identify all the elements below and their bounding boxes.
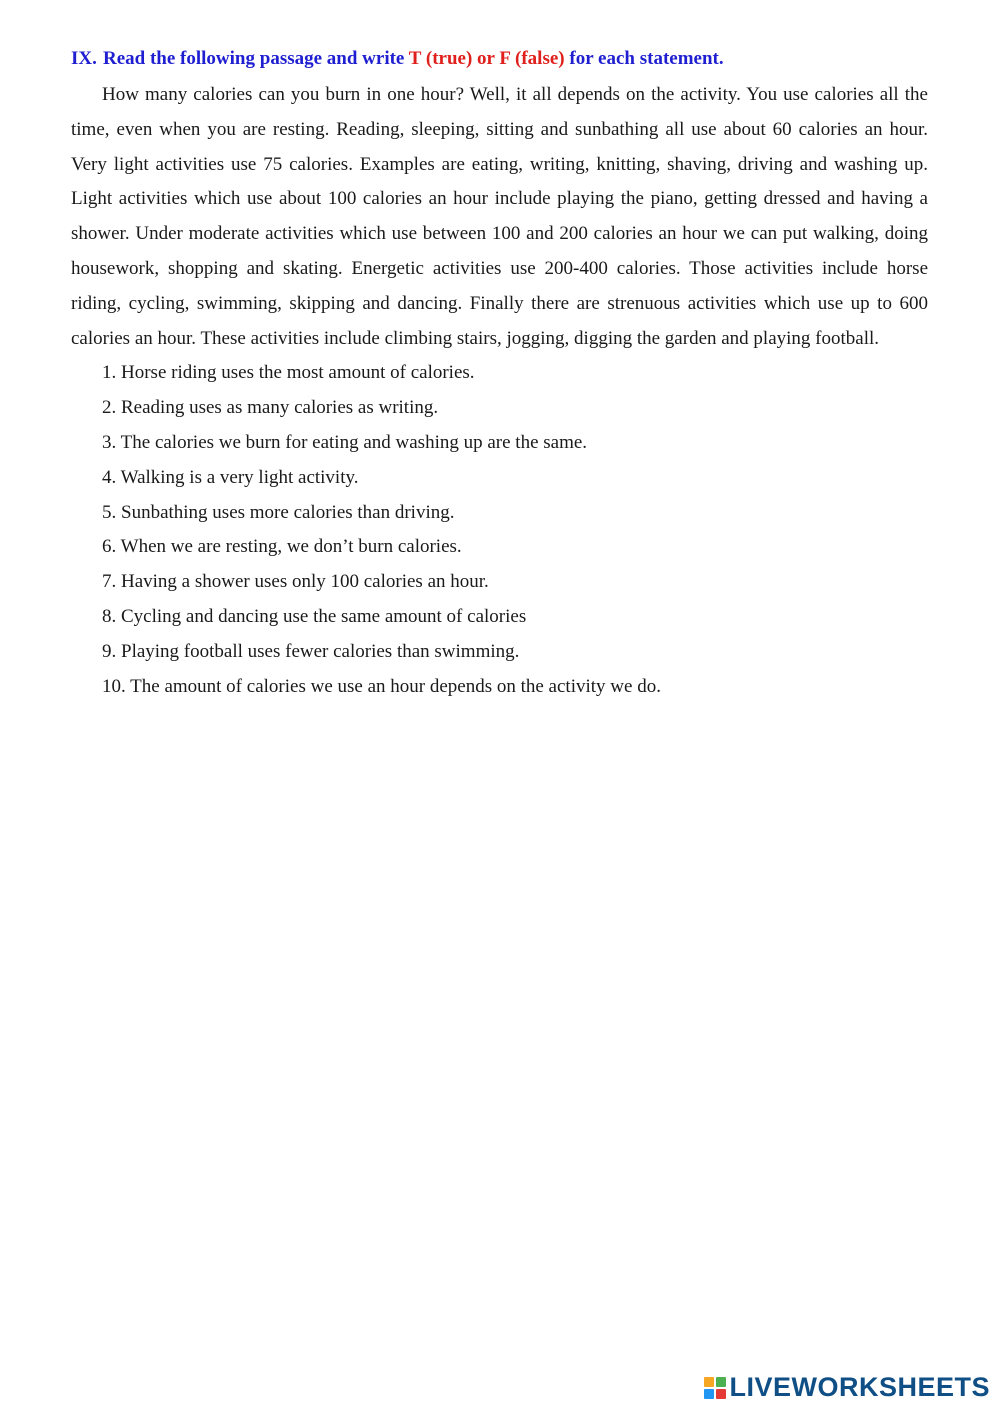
- statement-list: [71, 356, 928, 704]
- statement-item: 9. Playing football uses fewer calories than swimming.: [102, 640, 520, 662]
- logo-square-2: [716, 1377, 726, 1387]
- statement-item: 8. Cycling and dancing use the same amount of calories: [102, 605, 527, 627]
- statement-item: 7. Having a shower uses only 100 calories an hour.: [102, 571, 489, 593]
- exercise-heading: [71, 44, 928, 74]
- logo-square-1: [704, 1377, 714, 1387]
- instruction-part-3: for each statement.: [569, 48, 724, 69]
- instruction-true-false: T (true) or F (false): [408, 48, 565, 69]
- statement-item: 3. The calories we burn for eating and washing up are the same.: [102, 431, 588, 453]
- statement-item: 1. Horse riding uses the most amount of calories.: [102, 362, 475, 384]
- instruction-part-1: Read the following passage and write: [103, 48, 405, 69]
- statement-item: 5. Sunbathing uses more calories than driving.: [102, 501, 455, 523]
- liveworksheets-logo[interactable]: [704, 1372, 990, 1403]
- statement-item: 6. When we are resting, we don’t burn calories.: [102, 536, 462, 558]
- worksheet-page: [71, 44, 928, 704]
- statement-item: 10. The amount of calories we use an hour depends on the activity we do.: [102, 675, 661, 697]
- reading-passage: How many calories can you burn in one hour? Well, it all depends on the activity. You use calories all the time, even when you are resting. Reading, sleeping, sitting and sunbathing all use about 60 calories an hour. Very light activities use 75 calories. Examples are eating, writing, knitting, shaving, driving and washing up. Light activities which use about 100 calories an hour include playing the piano, getting dressed and having a shower. Under moderate activities which use between 100 and 200 calories an hour we can put walking, doing housework, shopping and skating. Energetic activities use 200-400 calories. Those activities include horse riding, cycling, swimming, skipping and dancing. Finally there are strenuous activities which use up to 600 calories an hour. These activities include climbing stairs, jogging, digging the garden and playing football.: [71, 84, 928, 349]
- logo-square-4: [716, 1389, 726, 1399]
- statement-item: 4. Walking is a very light activity.: [102, 466, 359, 488]
- logo-square-3: [704, 1389, 714, 1399]
- statement-item: 2. Reading uses as many calories as writing.: [102, 397, 439, 419]
- exercise-number: IX.: [71, 48, 97, 69]
- liveworksheets-logo-icon: [704, 1377, 726, 1399]
- logo-text: LIVEWORKSHEETS: [729, 1372, 990, 1402]
